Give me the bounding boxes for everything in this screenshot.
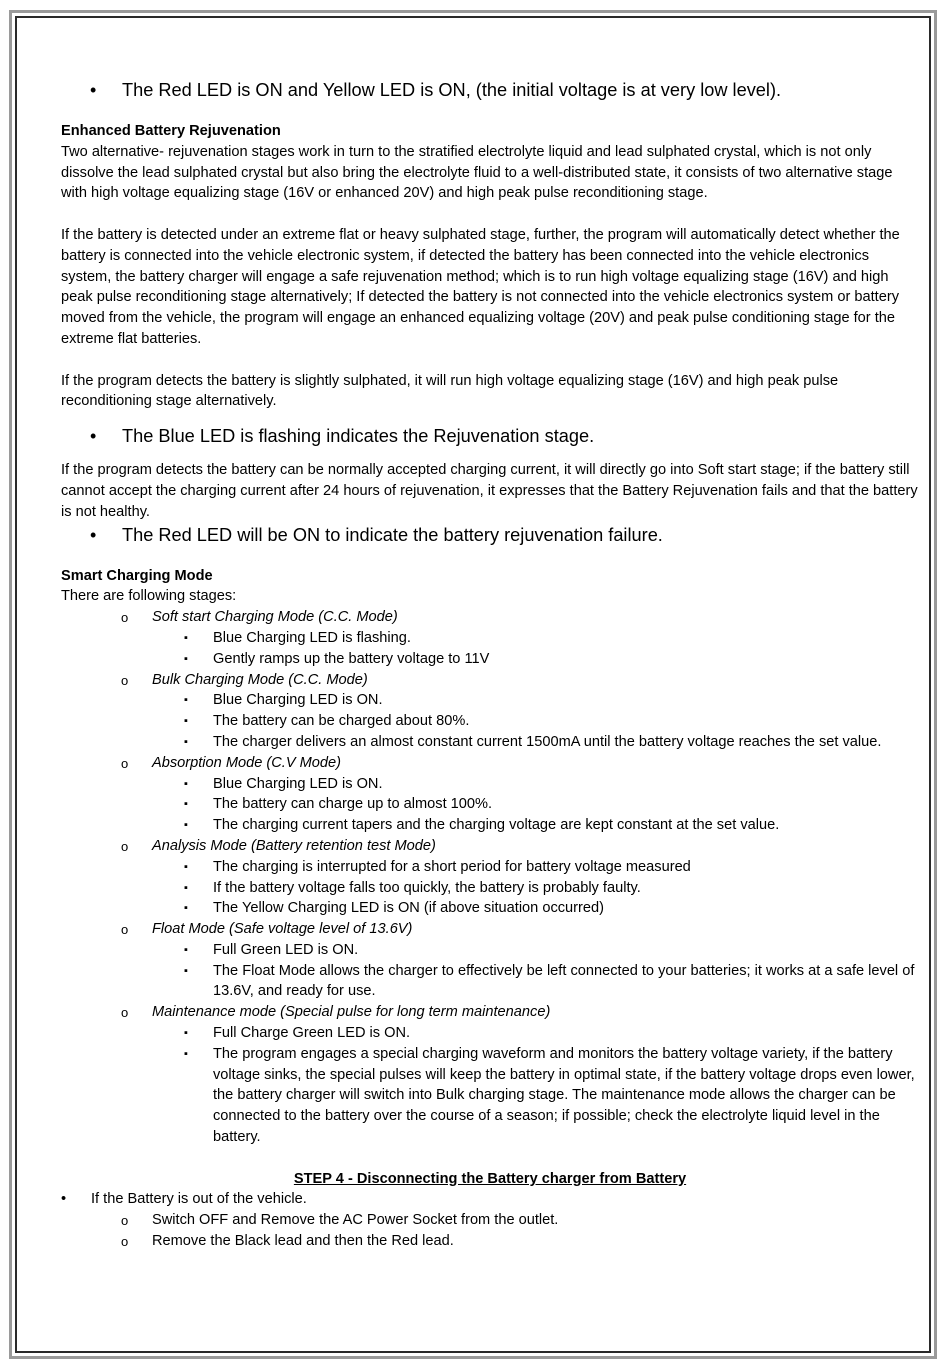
- list-item: ▪ Full Charge Green LED is ON.: [61, 1023, 919, 1044]
- list-item: ▪ The battery can be charged about 80%.: [61, 711, 919, 732]
- ring-bullet-icon: o: [121, 610, 129, 626]
- list-item: ▪ The charging current tapers and the charging voltage are kept constant at the set value.: [61, 815, 919, 836]
- bullet-dot-icon: •: [90, 80, 97, 100]
- document-body: [61, 78, 919, 1252]
- bullet-dot-icon: •: [61, 1191, 67, 1208]
- stage-bulk: o Bulk Charging Mode (C.C. Mode): [61, 670, 919, 691]
- list-item: ▪ The charging is interrupted for a short period for battery voltage measured: [61, 857, 919, 878]
- square-bullet-icon: ▪: [184, 798, 188, 811]
- list-item: ▪ Blue Charging LED is ON.: [61, 690, 919, 711]
- list-item: o Switch OFF and Remove the AC Power Socket from the outlet.: [61, 1210, 919, 1231]
- square-bullet-icon: ▪: [184, 631, 188, 644]
- list-item: ▪ Blue Charging LED is flashing.: [61, 628, 919, 649]
- list-item: ▪ Full Green LED is ON.: [61, 940, 919, 961]
- list-item: ▪ The Yellow Charging LED is ON (if above situation occurred): [61, 898, 919, 919]
- square-bullet-icon: ▪: [184, 1047, 188, 1060]
- bullet-red-yellow-led: • The Red LED is ON and Yellow LED is ON, (the initial voltage is at very low level).: [90, 80, 782, 100]
- ring-bullet-icon: o: [121, 838, 129, 854]
- square-bullet-icon: ▪: [184, 819, 188, 832]
- list-item: ▪ Blue Charging LED is ON.: [61, 774, 919, 795]
- rejuvenation-paragraph-1: Two alternative- rejuvenation stages work in turn to the stratified electrolyte liquid and lead sulphated crystal, which is not only dissolve the lead sulphated crystal but also bring the electrolyte fluid to a well-distributed state, it consists of two alternative stage with high voltage equalizing stage (16V or enhanced 20V) and high peak pulse reconditioning stage.: [61, 143, 893, 202]
- stage-maintenance: o Maintenance mode (Special pulse for long term maintenance): [61, 1002, 919, 1023]
- step4-title: STEP 4 - Disconnecting the Battery charger from Battery: [293, 1170, 687, 1187]
- square-bullet-icon: ▪: [184, 715, 188, 728]
- square-bullet-icon: ▪: [184, 652, 188, 665]
- smart-charging-intro: There are following stages:: [61, 588, 237, 605]
- list-item: o Remove the Black lead and then the Red lead.: [61, 1231, 919, 1252]
- square-bullet-icon: ▪: [184, 964, 188, 977]
- square-bullet-icon: ▪: [184, 694, 188, 707]
- list-item: ▪ If the battery voltage falls too quickly, the battery is probably faulty.: [61, 878, 919, 899]
- bullet-red-led-failure: • The Red LED will be ON to indicate the battery rejuvenation failure.: [90, 524, 663, 545]
- square-bullet-icon: ▪: [184, 860, 188, 873]
- list-item: ▪ The charger delivers an almost constant current 1500mA until the battery voltage reaches the set value.: [61, 732, 919, 753]
- ring-bullet-icon: o: [121, 1005, 129, 1021]
- square-bullet-icon: ▪: [184, 777, 188, 790]
- step4-bullet: • If the Battery is out of the vehicle.: [61, 1189, 919, 1210]
- bullet-dot-icon: •: [90, 426, 97, 447]
- list-item: ▪ The Float Mode allows the charger to effectively be left connected to your batteries; it works at a safe level of 13.6V, and ready for use.: [184, 962, 915, 1000]
- stage-float: o Float Mode (Safe voltage level of 13.6V): [61, 919, 919, 940]
- ring-bullet-icon: o: [121, 755, 129, 771]
- rejuvenation-paragraph-4: If the program detects the battery can be normally accepted charging current, it will directly go into Soft start stage; if the battery still cannot accept the charging current after 24 hours of rejuvenation, it expresses that the Battery Rejuvenation fails and that the battery is not healthy.: [61, 462, 918, 520]
- bullet-dot-icon: •: [90, 524, 97, 545]
- square-bullet-icon: ▪: [184, 943, 188, 956]
- stage-absorption: o Absorption Mode (C.V Mode): [61, 753, 919, 774]
- square-bullet-icon: ▪: [184, 1027, 188, 1040]
- list-item: ▪ Gently ramps up the battery voltage to 11V: [61, 649, 919, 670]
- stage-analysis: o Analysis Mode (Battery retention test Mode): [61, 836, 919, 857]
- list-item: ▪ The program engages a special charging waveform and monitors the battery voltage variety, if the battery voltage sinks, the special pulses will keep the battery in optimal state, if the battery voltage drops even lower, the battery charger will switch into Bulk charging stage. The maintenance mode allows the charger can be connected to the battery over the course of a season; if possible; check the electrolyte liquid level in the battery.: [184, 1045, 915, 1146]
- stage-soft-start: o Soft start Charging Mode (C.C. Mode): [61, 607, 919, 628]
- square-bullet-icon: ▪: [184, 735, 188, 748]
- heading-rejuvenation: Enhanced Battery Rejuvenation: [61, 123, 281, 139]
- rejuvenation-paragraph-3: If the program detects the battery is slightly sulphated, it will run high voltage equalizing stage (16V) and high peak pulse reconditioning stage alternatively.: [61, 372, 839, 410]
- square-bullet-icon: ▪: [184, 881, 188, 894]
- square-bullet-icon: ▪: [184, 902, 188, 915]
- ring-bullet-icon: o: [121, 922, 129, 938]
- list-item: ▪ The battery can charge up to almost 100%.: [61, 794, 919, 815]
- bullet-blue-led-flashing: • The Blue LED is flashing indicates the Rejuvenation stage.: [90, 426, 595, 447]
- ring-bullet-icon: o: [121, 1234, 129, 1250]
- rejuvenation-paragraph-2: If the battery is detected under an extreme flat or heavy sulphated stage, further, the program will automatically detect whether the battery is connected into the vehicle electronic system, if detected the battery has been connected into the vehicle electronics system, the battery charger will engage a safe rejuvenation method; which is to run high voltage equalizing stage (16V) and high peak pulse reconditioning stage alternatively; If detected the battery is not connected into the vehicle electronics system or battery moved from the vehicle, the program will engage an enhanced equalizing voltage (20V) and peak pulse conditioning stage for the extreme flat batteries.: [61, 226, 900, 347]
- heading-smart-charging: Smart Charging Mode: [61, 567, 213, 584]
- ring-bullet-icon: o: [121, 1213, 129, 1229]
- ring-bullet-icon: o: [121, 672, 129, 688]
